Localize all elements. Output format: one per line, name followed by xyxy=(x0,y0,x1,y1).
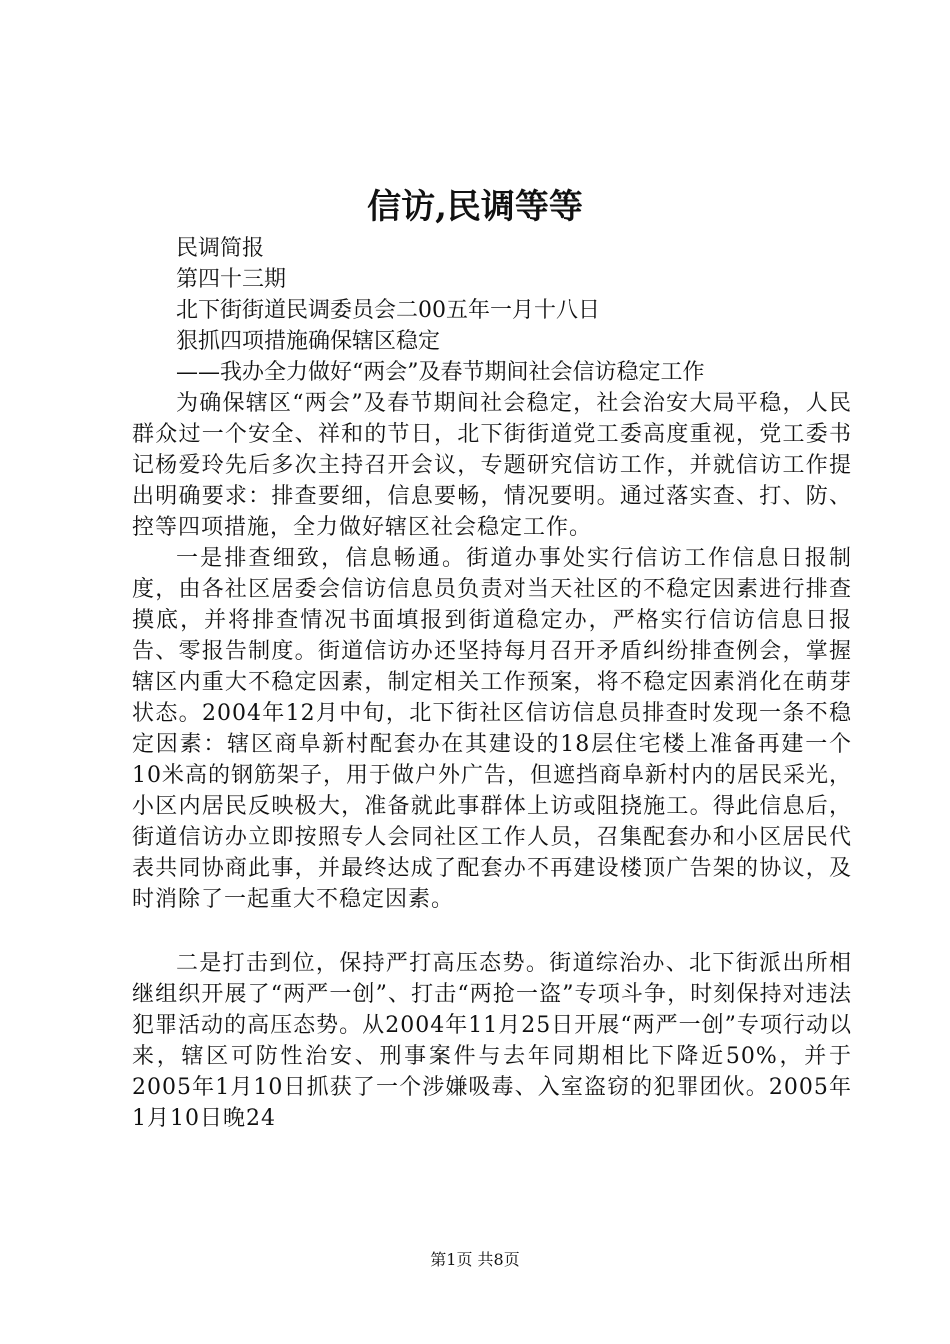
paragraph-crackdown: 二是打击到位，保持严打高压态势。街道综治办、北下街派出所相继组织开展了“两严一创”、打击“两抢一盗”专项斗争，时刻保持对违法犯罪活动的高压态势。从2004年11月25日开展“两严一创”专项行动以来，辖区可防性治安、刑事案件与去年同期相比下降近50%，并于2005年1月10日抓获了一个涉嫌吸毒、入室盗窃的犯罪团伙。2005年1月10日晚24 xyxy=(132,951,852,1131)
article-headline: 狠抓四项措施确保辖区稳定 xyxy=(176,329,441,354)
article-subheadline: ——我办全力做好“两会”及春节期间社会信访稳定工作 xyxy=(176,360,705,385)
document-title: 信访,民调等等 xyxy=(367,187,583,227)
paragraph-intro: 为确保辖区“两会”及春节期间社会稳定，社会治安大局平稳，人民群众过一个安全、祥和的节日，北下街街道党工委高度重视，党工委书记杨爱玲先后多次主持召开会议，专题研究信访工作，并就信访工作提出明确要求：排查要细，信息要畅，情况要明。通过落实查、打、防、控等四项措施，全力做好辖区社会稳定工作。 xyxy=(132,391,852,540)
paragraph-gap xyxy=(132,915,852,948)
issue-number: 第四十三期 xyxy=(176,267,287,292)
page-footer: 第1页 共8页 xyxy=(430,1250,520,1269)
issuer-and-date: 北下街街道民调委员会二00五年一月十八日 xyxy=(176,298,600,323)
document-body xyxy=(132,233,852,1134)
bulletin-name: 民调简报 xyxy=(176,236,265,261)
paragraph-investigation: 一是排查细致，信息畅通。街道办事处实行信访工作信息日报制度，由各社区居委会信访信息员负责对当天社区的不稳定因素进行排查摸底，并将排查情况书面填报到街道稳定办，严格实行信访信息日报告、零报告制度。街道信访办还坚持每月召开矛盾纠纷排查例会，掌握辖区内重大不稳定因素，制定相关工作预案，将不稳定因素消化在萌芽状态。2004年12月中旬，北下街社区信访信息员排查时发现一条不稳定因素：辖区商阜新村配套办在其建设的18层住宅楼上准备再建一个10米高的钢筋架子，用于做户外广告，但遮挡商阜新村内的居民采光，小区内居民反映极大，准备就此事群体上访或阻挠施工。得此信息后，街道信访办立即按照专人会同社区工作人员，召集配套办和小区居民代表共同协商此事，并最终达成了配套办不再建设楼顶广告架的协议，及时消除了一起重大不稳定因素。 xyxy=(132,546,852,912)
